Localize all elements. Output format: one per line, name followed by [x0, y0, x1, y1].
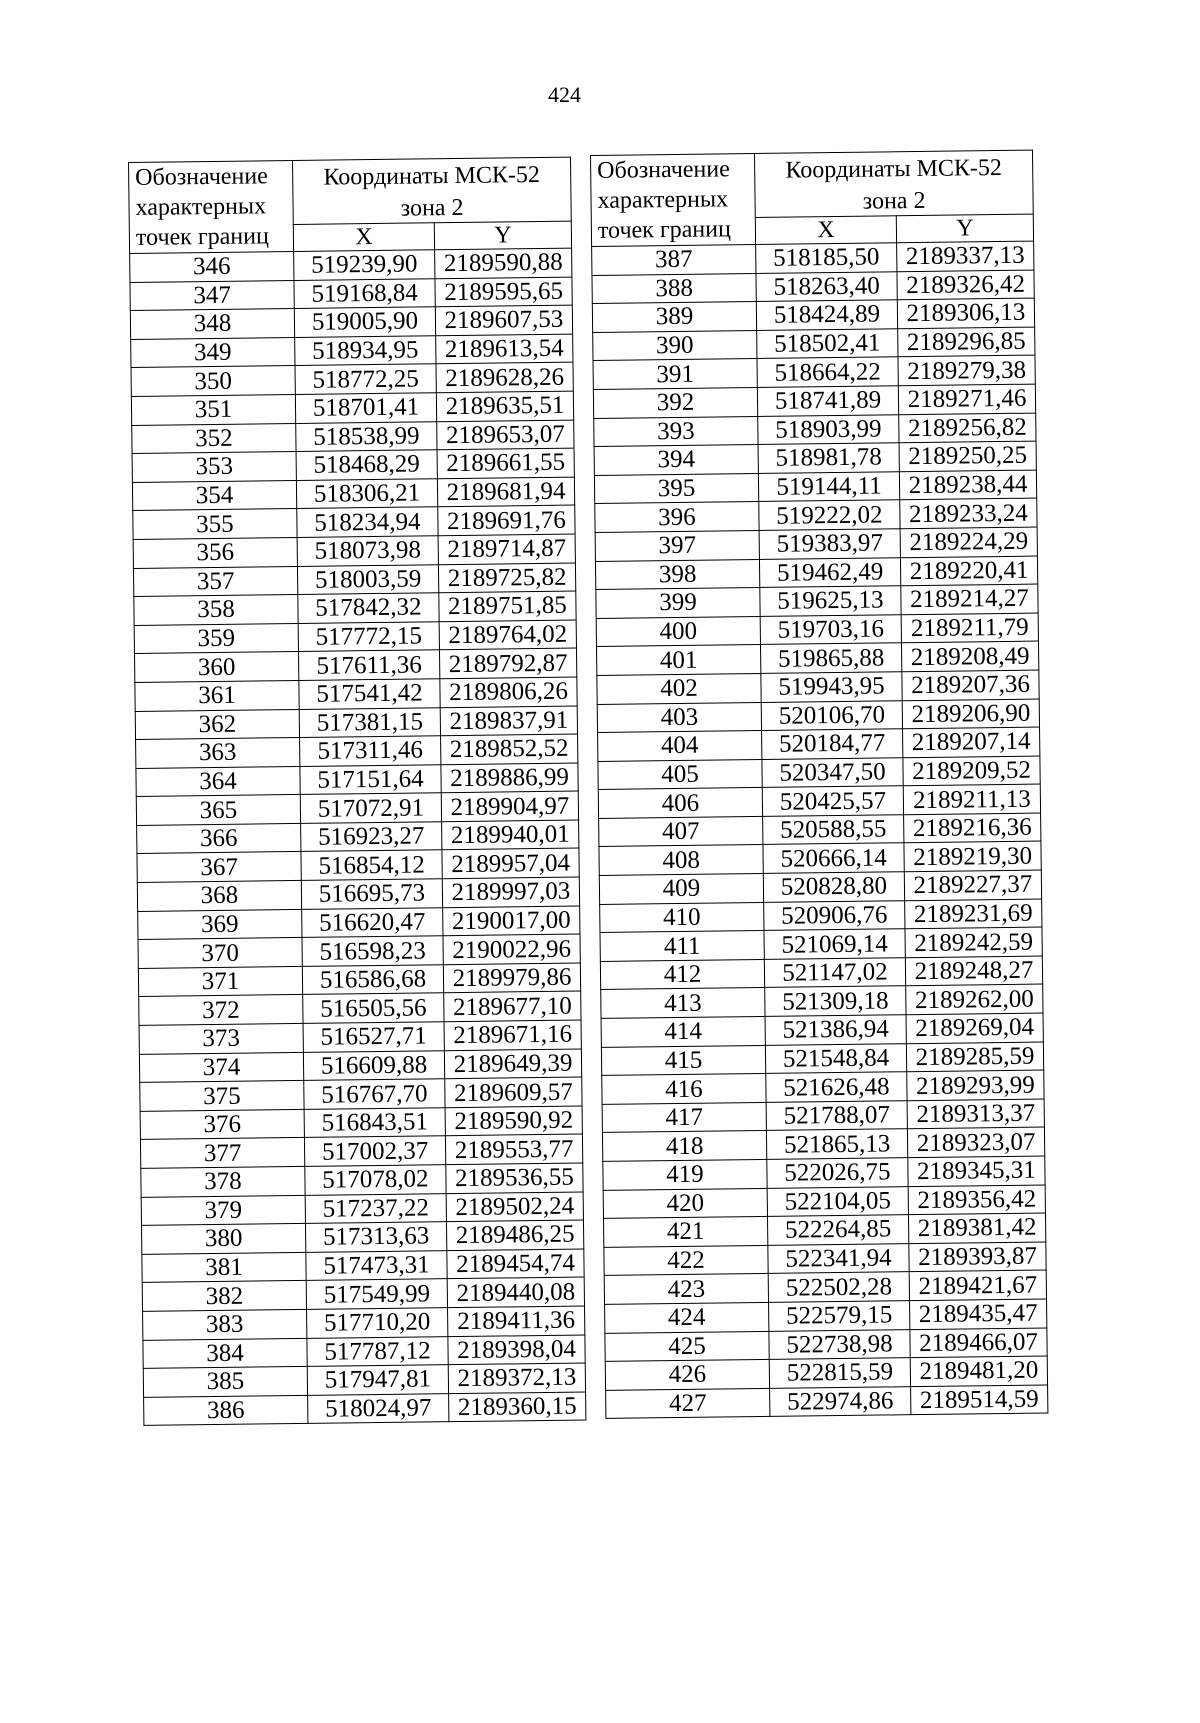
point-id: 409 [599, 873, 763, 904]
y-coordinate: 2189211,79 [901, 613, 1038, 643]
x-coordinate: 521147,02 [764, 958, 905, 988]
y-coordinate: 2189224,29 [900, 527, 1037, 557]
x-coordinate: 518424,89 [756, 300, 897, 330]
point-id: 410 [600, 902, 764, 933]
y-coordinate: 2189751,85 [439, 591, 576, 621]
x-coordinate: 516527,71 [303, 1022, 444, 1052]
x-coordinate: 522341,94 [768, 1243, 909, 1273]
y-coordinate: 2189219,30 [904, 842, 1041, 872]
x-coordinate: 519239,90 [294, 250, 435, 280]
table-row [144, 1392, 586, 1426]
y-coordinate: 2190022,96 [443, 934, 580, 964]
y-coordinate: 2189466,07 [910, 1328, 1047, 1358]
point-id: 372 [139, 995, 303, 1026]
y-coordinate: 2189421,67 [909, 1270, 1046, 1300]
x-coordinate: 517072,91 [300, 793, 441, 823]
y-coordinate: 2189323,07 [907, 1127, 1044, 1157]
x-coordinate: 520906,76 [764, 900, 905, 930]
point-id: 353 [132, 452, 296, 483]
x-coordinate: 520106,70 [761, 700, 902, 730]
point-id: 395 [594, 473, 758, 504]
y-coordinate: 2189725,82 [438, 563, 575, 593]
y-coordinate: 2189628,26 [436, 362, 573, 392]
point-id: 352 [132, 423, 296, 454]
x-coordinate: 516598,23 [302, 936, 443, 966]
x-coordinate: 517611,36 [298, 650, 439, 680]
y-coordinate: 2189372,13 [448, 1363, 585, 1393]
y-coordinate: 2189238,44 [899, 470, 1036, 500]
point-id: 366 [137, 823, 301, 854]
point-id: 404 [598, 731, 762, 762]
x-coordinate: 519703,16 [760, 614, 901, 644]
point-id: 399 [596, 588, 760, 619]
x-coordinate: 522264,85 [767, 1215, 908, 1245]
y-coordinate: 2189411,36 [448, 1306, 585, 1336]
x-coordinate: 517947,81 [307, 1365, 448, 1395]
x-coordinate: 516586,68 [302, 965, 443, 995]
point-id: 397 [595, 530, 759, 561]
point-id: 390 [593, 330, 757, 361]
point-id: 380 [141, 1224, 305, 1255]
x-coordinate: 521069,14 [764, 929, 905, 959]
point-id: 357 [133, 566, 297, 597]
y-coordinate: 2189242,59 [905, 927, 1042, 957]
x-coordinate: 518003,59 [297, 564, 438, 594]
point-id: 389 [592, 302, 756, 333]
point-id: 368 [137, 880, 301, 911]
x-coordinate: 517772,15 [298, 621, 439, 651]
header-designation: Обозначение характерных точек границ [129, 160, 294, 253]
point-id: 360 [135, 652, 299, 683]
y-coordinate: 2189269,04 [906, 1013, 1043, 1043]
point-id: 382 [142, 1281, 306, 1312]
header-y: Y [434, 221, 571, 250]
y-coordinate: 2189957,04 [442, 849, 579, 879]
y-coordinate: 2189904,97 [441, 791, 578, 821]
x-coordinate: 518185,50 [756, 243, 897, 273]
point-id: 401 [597, 645, 761, 676]
y-coordinate: 2189233,24 [900, 498, 1037, 528]
y-coordinate: 2189691,76 [438, 505, 575, 535]
y-coordinate: 2189764,02 [439, 620, 576, 650]
y-coordinate: 2189227,37 [904, 870, 1041, 900]
point-id: 406 [598, 788, 762, 819]
point-id: 348 [130, 309, 294, 340]
point-id: 413 [601, 988, 765, 1019]
point-id: 418 [602, 1131, 766, 1162]
y-coordinate: 2189681,94 [437, 477, 574, 507]
y-coordinate: 2189595,65 [435, 277, 572, 307]
y-coordinate: 2189553,77 [445, 1134, 582, 1164]
x-coordinate: 516767,70 [304, 1079, 445, 1109]
x-coordinate: 521865,13 [766, 1129, 907, 1159]
x-coordinate: 518073,98 [297, 536, 438, 566]
y-coordinate: 2189271,46 [898, 384, 1035, 414]
x-coordinate: 521309,18 [765, 986, 906, 1016]
y-coordinate: 2189216,36 [904, 813, 1041, 843]
point-id: 350 [131, 366, 295, 397]
point-id: 423 [604, 1274, 768, 1305]
y-coordinate: 2189360,15 [449, 1392, 586, 1422]
point-id: 381 [142, 1252, 306, 1283]
point-id: 378 [141, 1166, 305, 1197]
point-id: 411 [600, 931, 764, 962]
y-coordinate: 2189207,14 [903, 727, 1040, 757]
x-coordinate: 518934,95 [295, 336, 436, 366]
y-coordinate: 2189677,10 [444, 991, 581, 1021]
x-coordinate: 516854,12 [301, 850, 442, 880]
y-coordinate: 2189454,74 [447, 1249, 584, 1279]
point-id: 416 [602, 1074, 766, 1105]
y-coordinate: 2189345,31 [908, 1156, 1045, 1186]
point-id: 403 [597, 702, 761, 733]
header-x: X [755, 215, 896, 244]
header-coords: Координаты МСК-52 [754, 150, 1032, 188]
point-id: 359 [134, 623, 298, 654]
y-coordinate: 2189671,16 [444, 1020, 581, 1050]
x-coordinate: 518664,22 [757, 357, 898, 387]
x-coordinate: 518502,41 [757, 329, 898, 359]
x-coordinate: 517473,31 [306, 1250, 447, 1280]
y-coordinate: 2189590,88 [435, 248, 572, 278]
y-coordinate: 2189806,26 [440, 677, 577, 707]
y-coordinate: 2189381,42 [908, 1213, 1045, 1243]
point-id: 385 [143, 1367, 307, 1398]
point-id: 391 [593, 359, 757, 390]
x-coordinate: 517549,99 [306, 1279, 447, 1309]
x-coordinate: 517078,02 [305, 1165, 446, 1195]
point-id: 363 [136, 738, 300, 769]
point-id: 412 [600, 959, 764, 990]
x-coordinate: 517541,42 [299, 679, 440, 709]
y-coordinate: 2189220,41 [900, 556, 1037, 586]
point-id: 383 [143, 1309, 307, 1340]
point-id: 358 [134, 595, 298, 626]
point-id: 402 [597, 673, 761, 704]
y-coordinate: 2189590,92 [445, 1106, 582, 1136]
x-coordinate: 522502,28 [768, 1272, 909, 1302]
x-coordinate: 518741,89 [757, 386, 898, 416]
x-coordinate: 518903,99 [758, 414, 899, 444]
x-coordinate: 518701,41 [295, 393, 436, 423]
header-coords: Координаты МСК-52 [292, 157, 570, 195]
y-coordinate: 2189886,99 [441, 763, 578, 793]
point-id: 398 [595, 559, 759, 590]
coordinates-table-right [590, 150, 1048, 1420]
x-coordinate: 518981,78 [758, 443, 899, 473]
x-coordinate: 517237,22 [305, 1193, 446, 1223]
x-coordinate: 518263,40 [756, 271, 897, 301]
y-coordinate: 2189248,27 [905, 956, 1042, 986]
x-coordinate: 521548,84 [765, 1043, 906, 1073]
point-id: 371 [138, 966, 302, 997]
header-designation: Обозначение характерных точек границ [591, 153, 756, 246]
y-coordinate: 2189209,52 [903, 756, 1040, 786]
y-coordinate: 2189653,07 [437, 420, 574, 450]
y-coordinate: 2189613,54 [436, 334, 573, 364]
y-coordinate: 2189792,87 [439, 648, 576, 678]
point-id: 421 [603, 1217, 767, 1248]
point-id: 364 [136, 766, 300, 797]
x-coordinate: 519144,11 [758, 471, 899, 501]
point-id: 386 [144, 1395, 308, 1426]
point-id: 405 [598, 759, 762, 790]
header-y: Y [896, 214, 1033, 243]
table-row [606, 1385, 1048, 1419]
header-zone: зона 2 [755, 185, 1033, 217]
point-id: 376 [140, 1109, 304, 1140]
x-coordinate: 521626,48 [766, 1072, 907, 1102]
x-coordinate: 522579,15 [769, 1301, 910, 1331]
point-id: 370 [138, 938, 302, 969]
x-coordinate: 519005,90 [294, 307, 435, 337]
y-coordinate: 2189609,57 [445, 1077, 582, 1107]
x-coordinate: 517313,63 [305, 1222, 446, 1252]
point-id: 369 [138, 909, 302, 940]
point-id: 419 [603, 1159, 767, 1190]
y-coordinate: 2189514,59 [911, 1385, 1048, 1415]
y-coordinate: 2189435,47 [910, 1299, 1047, 1329]
y-coordinate: 2189661,55 [437, 448, 574, 478]
x-coordinate: 521788,07 [766, 1101, 907, 1131]
y-coordinate: 2189356,42 [908, 1185, 1045, 1215]
point-id: 377 [140, 1138, 304, 1169]
header-zone: зона 2 [293, 192, 571, 224]
x-coordinate: 517710,20 [307, 1308, 448, 1338]
point-id: 351 [131, 394, 295, 425]
coordinates-table-left [128, 157, 586, 1427]
point-id: 375 [140, 1081, 304, 1112]
y-coordinate: 2189714,87 [438, 534, 575, 564]
point-id: 392 [593, 387, 757, 418]
y-coordinate: 2189231,69 [905, 899, 1042, 929]
x-coordinate: 518538,99 [296, 421, 437, 451]
x-coordinate: 520347,50 [762, 757, 903, 787]
point-id: 384 [143, 1338, 307, 1369]
y-coordinate: 2189293,99 [907, 1070, 1044, 1100]
y-coordinate: 2189979,86 [443, 963, 580, 993]
y-coordinate: 2189208,49 [901, 641, 1038, 671]
x-coordinate: 516609,88 [303, 1050, 444, 1080]
x-coordinate: 519625,13 [760, 586, 901, 616]
point-id: 347 [130, 280, 294, 311]
x-coordinate: 516505,56 [303, 993, 444, 1023]
y-coordinate: 2189940,01 [442, 820, 579, 850]
y-coordinate: 2189337,13 [897, 241, 1034, 271]
y-coordinate: 2189486,25 [446, 1220, 583, 1250]
y-coordinate: 2189206,90 [902, 699, 1039, 729]
y-coordinate: 2189393,87 [909, 1242, 1046, 1272]
x-coordinate: 520666,14 [763, 843, 904, 873]
y-coordinate: 2189837,91 [440, 706, 577, 736]
header-x: X [293, 222, 434, 251]
y-coordinate: 2189306,13 [897, 298, 1034, 328]
point-id: 387 [592, 244, 756, 275]
point-id: 362 [135, 709, 299, 740]
point-id: 346 [130, 251, 294, 282]
point-id: 425 [605, 1331, 769, 1362]
x-coordinate: 519168,84 [294, 278, 435, 308]
y-coordinate: 2189262,00 [906, 984, 1043, 1014]
point-id: 361 [135, 680, 299, 711]
point-id: 349 [131, 337, 295, 368]
point-id: 356 [133, 537, 297, 568]
x-coordinate: 517381,15 [299, 707, 440, 737]
x-coordinate: 517311,46 [300, 736, 441, 766]
point-id: 427 [606, 1388, 770, 1419]
y-coordinate: 2189852,52 [441, 734, 578, 764]
x-coordinate: 522815,59 [769, 1358, 910, 1388]
y-coordinate: 2189536,55 [446, 1163, 583, 1193]
y-coordinate: 2189207,36 [902, 670, 1039, 700]
point-id: 388 [592, 273, 756, 304]
x-coordinate: 521386,94 [765, 1015, 906, 1045]
point-id: 365 [136, 795, 300, 826]
x-coordinate: 517002,37 [304, 1136, 445, 1166]
y-coordinate: 2189997,03 [442, 877, 579, 907]
point-id: 417 [602, 1102, 766, 1133]
point-id: 400 [596, 616, 760, 647]
x-coordinate: 519865,88 [760, 643, 901, 673]
y-coordinate: 2189649,39 [444, 1049, 581, 1079]
point-id: 408 [599, 845, 763, 876]
x-coordinate: 520425,57 [762, 786, 903, 816]
y-coordinate: 2189296,85 [898, 327, 1035, 357]
y-coordinate: 2189285,59 [906, 1042, 1043, 1072]
x-coordinate: 518024,97 [308, 1393, 449, 1423]
point-id: 414 [601, 1016, 765, 1047]
y-coordinate: 2190017,00 [443, 906, 580, 936]
x-coordinate: 522104,05 [767, 1186, 908, 1216]
point-id: 396 [595, 502, 759, 533]
x-coordinate: 520828,80 [763, 872, 904, 902]
x-coordinate: 519222,02 [759, 500, 900, 530]
point-id: 379 [141, 1195, 305, 1226]
x-coordinate: 522738,98 [769, 1329, 910, 1359]
point-id: 355 [133, 509, 297, 540]
point-id: 394 [594, 445, 758, 476]
point-id: 367 [137, 852, 301, 883]
y-coordinate: 2189211,13 [903, 784, 1040, 814]
point-id: 420 [603, 1188, 767, 1219]
y-coordinate: 2189481,20 [910, 1356, 1047, 1386]
y-coordinate: 2189250,25 [899, 441, 1036, 471]
y-coordinate: 2189326,42 [897, 270, 1034, 300]
point-id: 415 [601, 1045, 765, 1076]
x-coordinate: 522974,86 [770, 1386, 911, 1416]
page-number: 424 [548, 82, 581, 107]
point-id: 354 [132, 480, 296, 511]
x-coordinate: 516620,47 [302, 907, 443, 937]
x-coordinate: 520588,55 [763, 815, 904, 845]
point-id: 424 [605, 1302, 769, 1333]
y-coordinate: 2189256,82 [899, 413, 1036, 443]
x-coordinate: 518306,21 [296, 478, 437, 508]
x-coordinate: 517787,12 [307, 1336, 448, 1366]
x-coordinate: 516695,73 [301, 879, 442, 909]
x-coordinate: 518468,29 [296, 450, 437, 480]
x-coordinate: 519462,49 [759, 557, 900, 587]
y-coordinate: 2189635,51 [436, 391, 573, 421]
x-coordinate: 516843,51 [304, 1108, 445, 1138]
x-coordinate: 518234,94 [297, 507, 438, 537]
point-id: 426 [605, 1360, 769, 1391]
x-coordinate: 518772,25 [295, 364, 436, 394]
y-coordinate: 2189313,37 [907, 1099, 1044, 1129]
x-coordinate: 522026,75 [767, 1158, 908, 1188]
x-coordinate: 520184,77 [762, 729, 903, 759]
y-coordinate: 2189214,27 [901, 584, 1038, 614]
y-coordinate: 2189398,04 [448, 1335, 585, 1365]
y-coordinate: 2189279,38 [898, 355, 1035, 385]
x-coordinate: 519383,97 [759, 529, 900, 559]
y-coordinate: 2189607,53 [435, 305, 572, 335]
x-coordinate: 517151,64 [300, 764, 441, 794]
y-coordinate: 2189502,24 [446, 1192, 583, 1222]
point-id: 407 [599, 816, 763, 847]
point-id: 393 [594, 416, 758, 447]
point-id: 373 [139, 1023, 303, 1054]
x-coordinate: 516923,27 [301, 822, 442, 852]
point-id: 422 [604, 1245, 768, 1276]
point-id: 374 [139, 1052, 303, 1083]
x-coordinate: 519943,95 [761, 672, 902, 702]
y-coordinate: 2189440,08 [447, 1277, 584, 1307]
x-coordinate: 517842,32 [298, 593, 439, 623]
